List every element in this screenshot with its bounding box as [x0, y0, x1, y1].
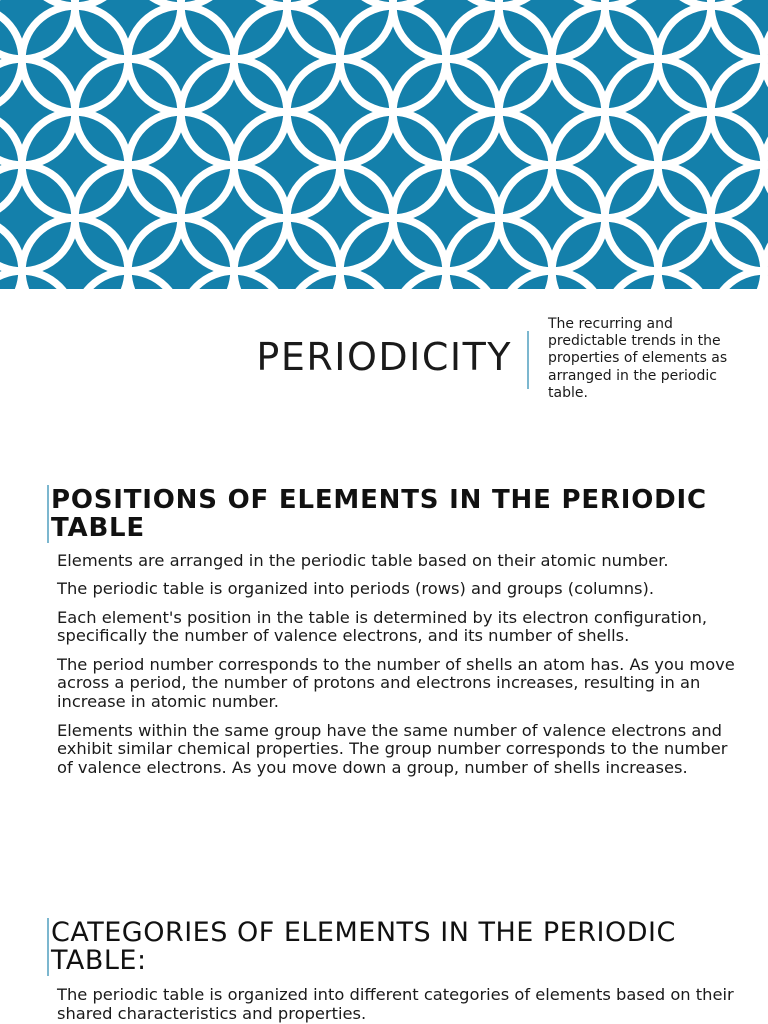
positions-heading: POSITIONS OF ELEMENTS IN THE PERIODIC TABLE	[51, 485, 707, 543]
banner-pattern	[0, 0, 768, 289]
positions-paragraph-list	[57, 552, 747, 787]
positions-paragraph: Elements within the same group have the same number of valence electrons and exhibit similar chemical properties. The group number corresponds to the number of valence electrons. As you move down a group, number of shells increases.	[57, 720, 728, 778]
categories-heading: CATEGORIES OF ELEMENTS IN THE PERIODIC TABLE:	[51, 917, 676, 976]
positions-paragraph: The periodic table is organized into periods (rows) and groups (columns).	[57, 579, 655, 599]
title-divider	[527, 331, 529, 389]
section-accent-rule	[47, 918, 49, 976]
positions-paragraph: Each element's position in the table is determined by its electron configuration, specifically the number of valence electrons, and its number of shells.	[57, 607, 708, 646]
section-accent-rule	[47, 485, 49, 543]
categories-intro: The periodic table is organized into different categories of elements based on their shared characteristics and properties.	[57, 985, 734, 1023]
positions-paragraph: The period number corresponds to the number of shells an atom has. As you move across a period, the number of protons and electrons increases, resulting in an increase in atomic number.	[57, 654, 735, 712]
positions-paragraph: Elements are arranged in the periodic table based on their atomic number.	[57, 551, 669, 570]
page-title: PERIODICITY	[256, 335, 512, 379]
page-subtitle: The recurring and predictable trends in the properties of elements as arranged in the periodic table.	[548, 316, 728, 401]
